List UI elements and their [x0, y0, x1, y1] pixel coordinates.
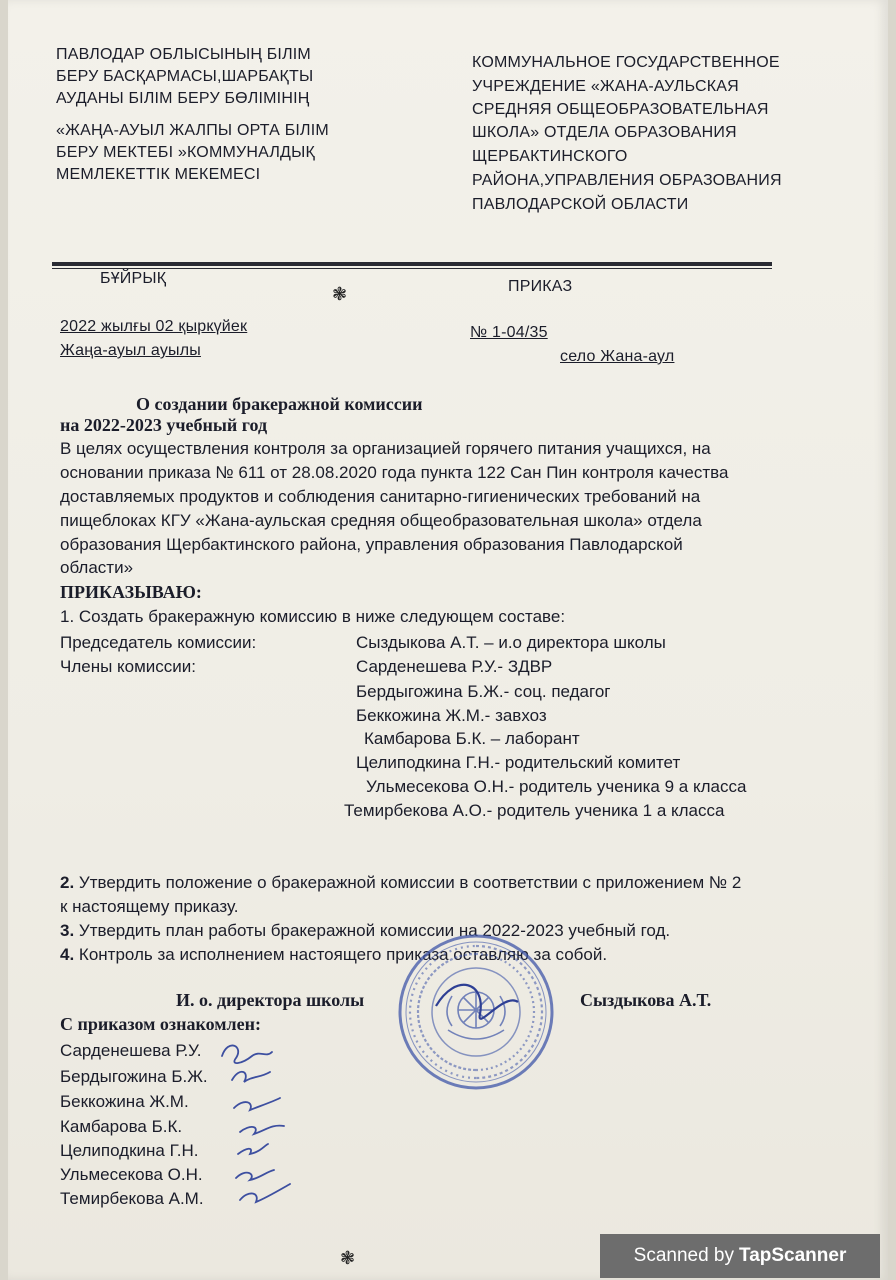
header-ru-line: ШКОЛА» ОТДЕЛА ОБРАЗОВАНИЯ [472, 124, 737, 141]
official-seal-stamp [396, 932, 556, 1092]
member-item: Беккожина Ж.М.- завхоз [356, 706, 547, 725]
order-number: № 1-04/35 [470, 324, 548, 341]
scanner-prefix: Scanned by [633, 1245, 734, 1266]
header-ru-line: РАЙОНА,УПРАВЛЕНИЯ ОБРАЗОВАНИЯ [472, 172, 782, 189]
member-item: Сарденешева Р.У.- ЗДВР [356, 657, 553, 676]
item-2 [60, 872, 741, 894]
member-item: Камбарова Б.К. – лаборант [364, 729, 580, 748]
preamble-line: пищеблоках КГУ «Жана-аульская средняя общеобразовательная школа» отдела [60, 511, 702, 530]
chair-label: Председатель комиссии: [60, 633, 257, 652]
header-ru-line: КОММУНАЛЬНОЕ ГОСУДАРСТВЕННОЕ [472, 54, 780, 71]
order-date-kz: 2022 жылғы 02 қыркүйек [60, 318, 248, 335]
header-kz-line: БЕРУ МЕКТЕБІ »КОММУНАЛДЫҚ [56, 144, 315, 161]
order-title-ru: ПРИКАЗ [508, 278, 573, 295]
scanner-watermark [600, 1234, 880, 1278]
item-3 [60, 920, 670, 942]
item-3-number: 3. [60, 921, 75, 940]
item-1: 1. Создать бракеражную комиссию в ниже следующем составе: [60, 607, 566, 626]
preamble-line: области» [60, 558, 134, 577]
members-label: Члены комиссии: [60, 657, 197, 676]
member-item: Ульмесекова О.Н.- родитель ученика 9 а класса [366, 777, 747, 796]
member-item: Целиподкина Г.Н.- родительский комитет [356, 753, 681, 772]
preamble-line: основании приказа № 611 от 28.08.2020 года пункта 122 Сан Пин контроля качества [60, 463, 729, 482]
header-kz-line: «ЖАҢА-АУЫЛ ЖАЛПЫ ОРТА БІЛІМ [56, 122, 329, 139]
ack-name: Целиподкина Г.Н. [60, 1141, 199, 1160]
binding-hole-bottom-icon: ❃ [340, 1248, 356, 1268]
item-4-number: 4. [60, 945, 75, 964]
preamble-line: доставляемых продуктов и соблюдения санитарно-гигиенических требований на [60, 487, 701, 506]
order-command: ПРИКАЗЫВАЮ: [60, 582, 202, 602]
item-4-text: Контроль за исполнением настоящего приказа оставляю за собой. [74, 945, 608, 964]
ack-name: Темирбекова А.М. [60, 1189, 204, 1208]
header-kz-line: АУДАНЫ БІЛІМ БЕРУ БӨЛІМІНІҢ [56, 90, 310, 107]
ack-name: Камбарова Б.К. [60, 1117, 183, 1136]
item-2-text: Утвердить положение о бракеражной комиссии в соответствии с приложением № 2 [74, 873, 742, 892]
preamble-line: образования Щербактинского района, управления образования Павлодарской [60, 535, 683, 554]
member-item: Темирбекова А.О.- родитель ученика 1 а класса [344, 801, 725, 820]
director-title: И. о. директора школы [176, 990, 365, 1010]
ack-name: Сарденешева Р.У. [60, 1041, 202, 1060]
acknowledgement-title: С приказом ознакомлен: [60, 1014, 262, 1034]
header-kz-line: БЕРУ БАСҚАРМАСЫ,ШАРБАҚТЫ [56, 68, 314, 85]
ack-name: Ульмесекова О.Н. [60, 1165, 203, 1184]
member-item: Бердыгожина Б.Ж.- соц. педагог [356, 682, 611, 701]
item-3-text: Утвердить план работы бракеражной комиссии на 2022-2023 учебный год. [74, 921, 671, 940]
header-kz-line: МЕМЛЕКЕТТІК МЕКЕМЕСІ [56, 166, 261, 183]
signatures-handwritten [210, 1032, 330, 1222]
ack-name: Бердыгожина Б.Ж. [60, 1067, 208, 1086]
header-kz-line: ПАВЛОДАР ОБЛЫСЫНЫҢ БІЛІМ [56, 46, 311, 63]
ack-name: Беккожина Ж.М. [60, 1092, 189, 1111]
chair-value: Сыздыкова А.Т. – и.о директора школы [356, 633, 666, 652]
document-title-year: на 2022-2023 учебный год [60, 415, 268, 435]
header-divider [52, 262, 772, 266]
order-place-kz: Жаңа-ауыл ауылы [60, 342, 201, 359]
document-title: О создании бракеражной комиссии [136, 394, 423, 414]
header-ru-line: УЧРЕЖДЕНИЕ «ЖАНА-АУЛЬСКАЯ [472, 78, 739, 95]
item-2-continuation: к настоящему приказу. [60, 897, 239, 916]
director-name: Сыздыкова А.Т. [580, 990, 712, 1010]
order-title-kz: БҰЙРЫҚ [100, 270, 167, 287]
header-ru-line: СРЕДНЯЯ ОБЩЕОБРАЗОВАТЕЛЬНАЯ [472, 101, 769, 118]
scanner-brand: TapScanner [739, 1245, 847, 1266]
header-ru-line: ЩЕРБАКТИНСКОГО [472, 148, 628, 165]
item-2-number: 2. [60, 873, 75, 892]
header-ru-line: ПАВЛОДАРСКОЙ ОБЛАСТИ [472, 196, 689, 213]
preamble-line: В целях осуществления контроля за организацией горячего питания учащихся, на [60, 439, 711, 458]
order-place-ru: село Жана-аул [560, 348, 675, 365]
binding-hole-icon: ❃ [332, 284, 348, 304]
